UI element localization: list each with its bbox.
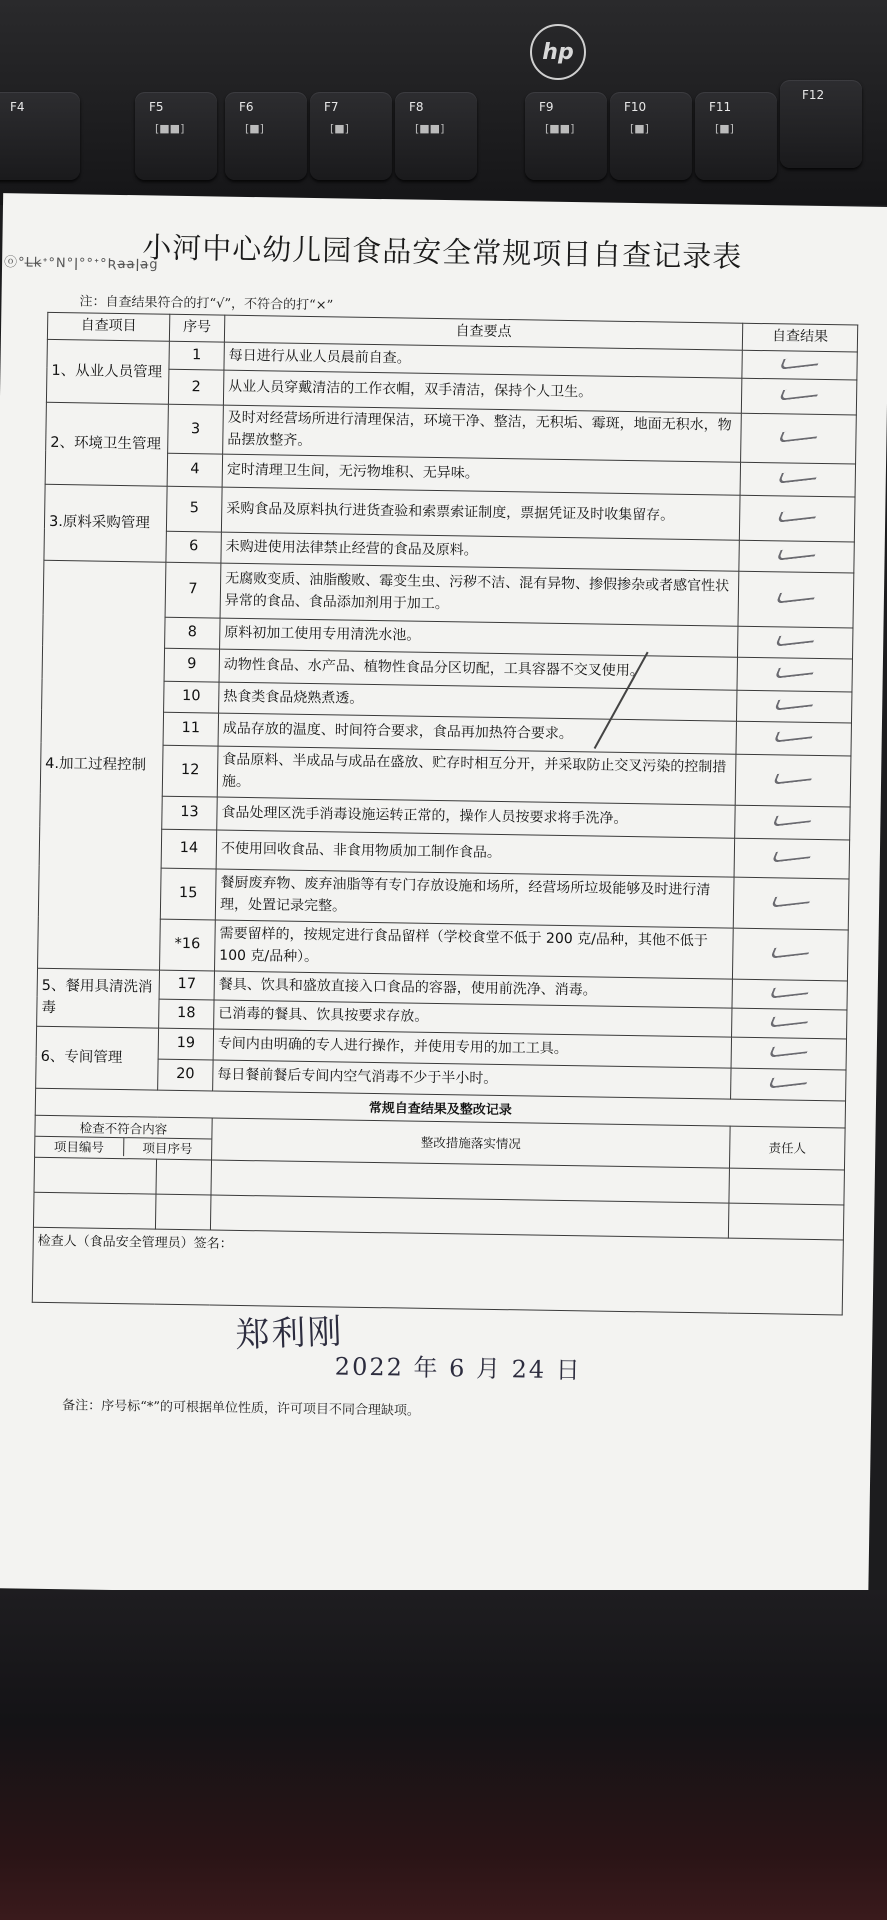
result-cell [732, 928, 848, 981]
checkmark-icon [769, 942, 811, 959]
requirement-text: 及时对经营场所进行清理保洁，环境干净、整洁，无积垢、霉斑，地面无积水，物品摆放整齐。 [223, 405, 742, 462]
item-number: 6 [166, 531, 221, 563]
result-cell [736, 690, 851, 723]
key-f4 [0, 92, 80, 180]
item-number: 19 [158, 1028, 213, 1060]
checkmark-icon [772, 768, 814, 785]
footnote: 备注：序号标“*”的可根据单位性质，许可项目不同合理缺项。 [62, 1398, 421, 1419]
key-f12 [780, 80, 862, 168]
item-number: 17 [159, 970, 214, 1000]
checkmark-icon [768, 1041, 810, 1058]
person-header: 责任人 [729, 1126, 845, 1170]
key-label: F10 [624, 100, 647, 114]
media-icon: [■] [715, 122, 734, 135]
key-label: F12 [802, 88, 825, 102]
requirement-text: 定时清理卫生间，无污物堆积、无异味。 [222, 454, 740, 495]
media-icon: [■■] [415, 122, 445, 135]
item-number: 13 [162, 796, 218, 830]
checkmark-icon [776, 544, 818, 561]
key-label: F11 [709, 100, 732, 114]
blank-cell [729, 1168, 845, 1205]
header-result: 自查结果 [742, 323, 857, 351]
requirement-text: 每日餐前餐后专间内空气消毒不少于半小时。 [213, 1060, 731, 1099]
checkmark-icon [770, 891, 812, 908]
nonconform-header [35, 1115, 213, 1160]
blank-cell [33, 1192, 156, 1229]
result-cell [740, 462, 856, 497]
result-cell [732, 979, 847, 1010]
item-number: 11 [163, 712, 219, 746]
checkmark-icon [773, 694, 815, 711]
requirement-text: 从业人员穿戴清洁的工作衣帽，双手清洁，保持个人卫生。 [223, 370, 741, 413]
requirement-text: 不使用回收食品、非食用物质加工制作食品。 [216, 830, 735, 877]
handwritten-signature: 郑利刚 [234, 1311, 345, 1356]
inspection-form-paper [0, 193, 887, 1602]
checkmark-icon [767, 1072, 809, 1089]
signature-cell [32, 1227, 843, 1315]
result-cell [736, 721, 852, 756]
requirement-text: 热食类食品烧熟煮透。 [219, 682, 737, 721]
rectification-title: 常规自查结果及整改记录 [35, 1088, 845, 1128]
checkmark-icon [777, 467, 819, 484]
category-cell: 2、环境卫生管理 [45, 402, 168, 485]
item-number: 2 [168, 369, 224, 405]
category-cell: 1、从业人员管理 [46, 339, 169, 404]
key-label: F7 [324, 100, 339, 114]
blank-cell [155, 1194, 211, 1230]
checkmark-icon [773, 726, 815, 743]
key-f9 [525, 92, 607, 180]
result-cell [731, 1068, 846, 1101]
stray-marks: ⓞ°L̶k̶ᐩ°N°ǀ°°ᐩ°Ʀa̶a̶ǀa̶g [3, 255, 159, 273]
result-cell [733, 877, 849, 930]
handwritten-date: 2022 年 6 月 24 日 [334, 1352, 583, 1385]
requirement-text: 餐具、饮具和盛放直接入口食品的容器，使用前洗净、消毒。 [214, 971, 732, 1008]
key-label: F6 [239, 100, 254, 114]
key-label: F5 [149, 100, 164, 114]
item-code-header: 项目编号 [35, 1136, 124, 1155]
item-number: 18 [159, 999, 214, 1029]
nonconform-label: 检查不符合内容 [79, 1119, 168, 1137]
checkmark-icon [774, 630, 816, 647]
media-icon: [■] [630, 122, 649, 135]
key-f10 [610, 92, 692, 180]
result-cell [731, 1037, 846, 1070]
key-f5 [135, 92, 217, 180]
checkmark-icon [768, 1011, 810, 1028]
requirement-text: 专间内由明确的专人进行操作，并使用专用的加工工具。 [213, 1029, 731, 1068]
checkmark-icon [777, 426, 819, 443]
key-f7 [310, 92, 392, 180]
requirement-text: 未购进使用法律禁止经营的食品及原料。 [221, 532, 739, 571]
media-icon: [■] [245, 122, 264, 135]
requirement-text: 采购食品及原料执行进货查验和索票索证制度，票据凭证及时收集留存。 [221, 487, 740, 540]
result-cell [742, 350, 857, 380]
item-number: *16 [160, 919, 216, 971]
desk-background [0, 1590, 887, 1920]
form-title: 小河中心幼儿园食品安全常规项目自查记录表 [142, 230, 743, 274]
blank-cell [156, 1159, 212, 1195]
checkmark-icon [776, 506, 818, 523]
category-cell: 6、专间管理 [36, 1026, 159, 1090]
header-points: 自查要点 [224, 315, 742, 350]
requirement-text: 原料初加工使用专用清洗水池。 [220, 618, 738, 657]
requirement-text: 动物性食品、水产品、植物性食品分区切配，工具容器不交叉使用。 [219, 649, 737, 690]
requirement-text: 需要留样的，按规定进行食品留样（学校食堂不低于 200 克/品种，其他不低于 100 克/品种）。 [215, 920, 734, 979]
blank-cell [34, 1157, 157, 1194]
key-f8 [395, 92, 477, 180]
requirement-text: 成品存放的温度、时间符合要求，食品再加热符合要求。 [218, 713, 736, 754]
table-body [36, 339, 858, 1100]
checkmark-icon [769, 982, 811, 999]
instruction-note: 注：自查结果符合的打“√”，不符合的打“×” [79, 294, 334, 314]
blank-cell [728, 1203, 844, 1240]
key-f6 [225, 92, 307, 180]
category-cell: 3.原料采购管理 [44, 484, 167, 562]
key-f11 [695, 92, 777, 180]
result-cell [741, 413, 857, 463]
key-label: F4 [10, 100, 25, 114]
item-number: 7 [165, 562, 221, 618]
item-number: 20 [158, 1059, 213, 1091]
inspection-table [32, 312, 858, 1315]
result-cell [738, 626, 853, 659]
item-number: 3 [168, 404, 224, 453]
requirement-text: 食品原料、半成品与成品在盛放、贮存时相互分开，并采取防止交叉污染的控制措施。 [217, 746, 736, 805]
checkmark-icon [771, 846, 813, 863]
keyboard-background [0, 0, 887, 205]
checkmark-icon [778, 385, 820, 402]
header-item: 自查项目 [47, 312, 169, 341]
item-number: 14 [161, 829, 217, 869]
requirement-text: 每日进行从业人员晨前自查。 [224, 342, 742, 379]
signature-row [32, 1227, 843, 1315]
checkmark-icon [775, 587, 817, 604]
result-cell [735, 805, 851, 840]
item-number: 10 [164, 681, 219, 713]
result-cell [732, 1008, 847, 1039]
media-icon: [■] [330, 122, 349, 135]
item-number: 8 [165, 617, 220, 649]
nonconform-subheaders [35, 1135, 211, 1157]
category-cell: 4.加工过程控制 [38, 560, 166, 970]
inspector-label: 检查人（食品安全管理员）签名： [37, 1233, 233, 1252]
category-cell: 5、餐用具清洗消毒 [37, 968, 160, 1028]
checkmark-icon [771, 810, 813, 827]
item-number: 12 [162, 745, 218, 797]
media-icon: [■■] [155, 122, 185, 135]
result-cell [734, 838, 850, 879]
hp-logo: hp [530, 24, 586, 80]
media-icon: [■■] [545, 122, 575, 135]
header-no: 序号 [169, 314, 224, 342]
key-label: F9 [539, 100, 554, 114]
key-label: F8 [409, 100, 424, 114]
requirement-text: 食品处理区洗手消毒设施运转正常的，操作人员按要求将手洗净。 [217, 797, 735, 838]
checkmark-icon [779, 353, 821, 370]
requirement-text: 餐厨废弃物、废弃油脂等有专门存放设施和场所，经营场所垃圾能够及时进行清理，处置记录完整。 [215, 869, 734, 928]
item-number: 9 [164, 648, 220, 682]
checkmark-icon [774, 662, 816, 679]
result-cell [735, 754, 851, 807]
result-cell [738, 571, 854, 628]
item-number: 1 [169, 341, 224, 370]
result-cell [739, 495, 855, 542]
requirement-text: 已消毒的餐具、饮具按要求存放。 [214, 1000, 732, 1037]
result-cell [737, 657, 853, 692]
measures-header: 整改措施落实情况 [212, 1118, 731, 1168]
item-number: 5 [166, 486, 222, 532]
item-number: 4 [167, 453, 223, 487]
result-cell [741, 378, 857, 415]
item-no-header: 项目序号 [142, 1139, 193, 1156]
requirement-text: 无腐败变质、油脂酸败、霉变生虫、污秽不洁、混有异物、掺假掺杂或者感官性状异常的食品、食品添加剂用于加工。 [220, 563, 739, 626]
result-cell [739, 540, 854, 573]
item-number: 15 [160, 868, 216, 920]
